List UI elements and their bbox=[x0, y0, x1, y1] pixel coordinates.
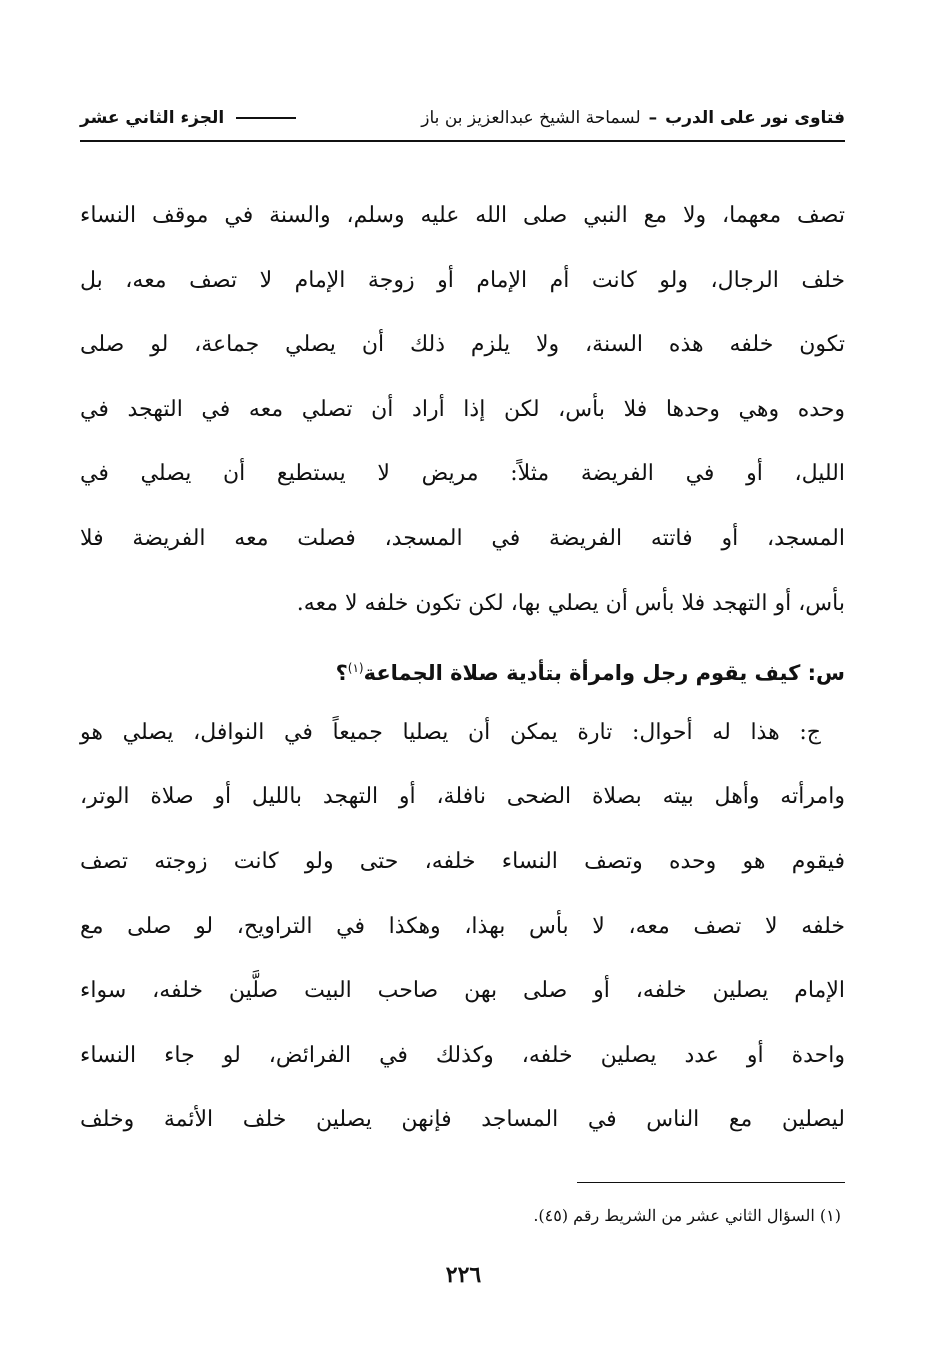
volume-info bbox=[80, 108, 302, 128]
text-line: تكون خلفه هذه السنة، ولا يلزم ذلك أن يصلي جماعة، لو صلى bbox=[80, 332, 845, 358]
text-line: بأس، أو التهجد فلا بأس أن يصلي بها، لكن تكون خلفه لا معه. bbox=[296, 590, 845, 616]
answer-line: واحدة أو عدد يصلين خلفه، وكذلك في الفرائض، لو جاء النساء bbox=[80, 1042, 845, 1068]
running-header bbox=[80, 96, 845, 142]
body-text bbox=[80, 184, 845, 1153]
text-line: تصف معهما، ولا مع النبي صلى الله عليه وسلم، والسنة في موقف النساء bbox=[80, 203, 845, 228]
answer-line: فيقوم هو وحده وتصف النساء خلفه، حتى ولو كانت زوجته تصف bbox=[80, 848, 845, 874]
header-rule bbox=[236, 117, 296, 119]
answer-line: الإمام يصلين خلفه، أو صلى بهن صاحب البيت صلَّين خلفه، سواء bbox=[80, 978, 845, 1004]
author-name: لسماحة الشيخ عبدالعزيز بن باز bbox=[421, 108, 641, 128]
question-mark: ؟ bbox=[335, 661, 348, 686]
page-number: ٢٢٦ bbox=[445, 1262, 482, 1288]
text-line: المسجد، أو فاتته الفريضة في المسجد، فصلت معه الفريضة فلا bbox=[80, 525, 845, 551]
question-text: س: كيف يقوم رجل وامرأة بتأدية صلاة الجماعة bbox=[363, 661, 845, 686]
answer-line: ليصلين مع الناس في المساجد فإنهن يصلين خلف الأئمة وخلف bbox=[80, 1107, 845, 1133]
footnote-divider bbox=[577, 1182, 845, 1183]
question-heading bbox=[80, 636, 845, 701]
footnote-marker: (١) bbox=[347, 661, 364, 676]
text-line: خلف الرجال، ولو كانت أم الإمام أو زوجة الإمام لا تصف معه، بل bbox=[80, 267, 845, 293]
answer-line: ج: هذا له أحوال: تارة يمكن أن يصليا جميعاً في النوافل، يصلي هو bbox=[80, 719, 821, 745]
text-line: وحده وهي وحدها فلا بأس، لكن إذا أراد أن تصلي معه في التهجد في bbox=[80, 396, 845, 422]
text-line: الليل، أو في الفريضة مثلاً: مريض لا يستطيع أن يصلي في bbox=[80, 461, 845, 487]
footnote: (١) السؤال الثاني عشر من الشريط رقم (٤٥). bbox=[533, 1206, 841, 1225]
answer-line: وامرأته وأهل بيته بصلاة الضحى نافلة، أو التهجد بالليل أو صلاة الوتر، bbox=[80, 784, 845, 810]
book-title: فتاوى نور على الدرب bbox=[665, 108, 845, 128]
volume-label: الجزء الثاني عشر bbox=[80, 108, 225, 128]
header-separator: – bbox=[648, 108, 658, 128]
header-book-info bbox=[421, 108, 845, 128]
answer-line: خلفه لا تصف معه، لا بأس بهذا، وهكذا في التراويح، لو صلى مع bbox=[80, 913, 845, 939]
